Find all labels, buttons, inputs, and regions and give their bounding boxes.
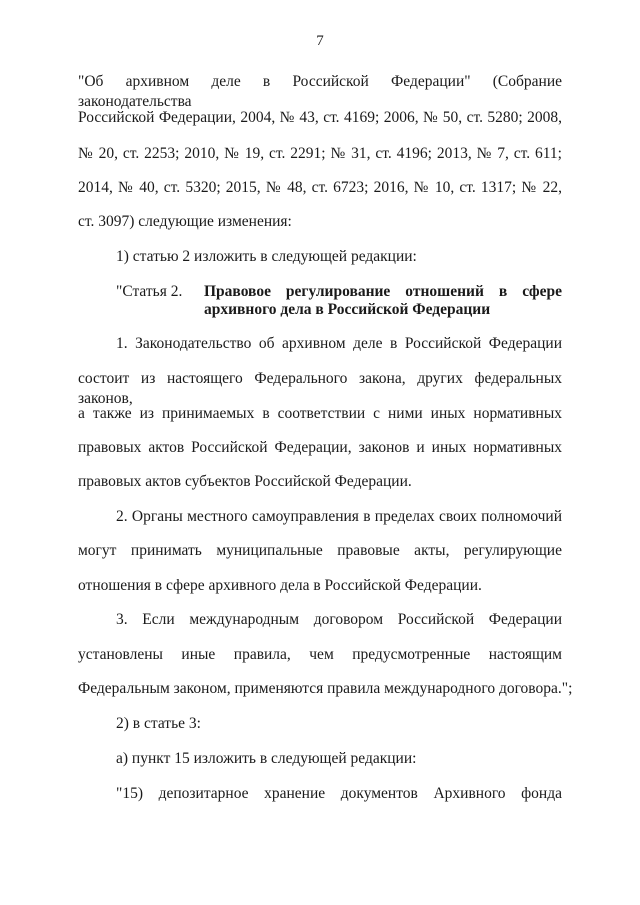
para3-line-2: установлены иные правила, чем предусмотренные настоящим [78,646,562,663]
para1-line-5: правовых актов субъектов Российской Федерации. [78,473,412,490]
article-title-line-1: Правовое регулирование отношений в сфере [204,283,562,300]
amendment-item-1: 1) статью 2 изложить в следующей редакции: [116,248,417,265]
page-number: 7 [316,33,324,49]
intro-line-2: Российской Федерации, 2004, № 43, ст. 4169; 2006, № 50, ст. 5280; 2008, [78,109,562,126]
para3-line-3: Федеральным законом, применяются правила международного договора."; [78,680,573,697]
intro-line-4: 2014, № 40, ст. 5320; 2015, № 48, ст. 6723; 2016, № 10, ст. 1317; № 22, [78,179,562,196]
para2-line-2: могут принимать муниципальные правовые акты, регулирующие [78,542,562,559]
para1-line-2: состоит из настоящего Федерального закона, других федеральных законов, [78,370,562,407]
para1-line-4: правовых актов Российской Федерации, законов и иных нормативных [78,439,562,456]
para1-line-1: 1. Законодательство об архивном деле в Российской Федерации [116,335,562,352]
para2-line-1: 2. Органы местного самоуправления в пределах своих полномочий [116,508,562,525]
para3-line-1: 3. Если международным договором Российской Федерации [116,611,562,628]
intro-line-3: № 20, ст. 2253; 2010, № 19, ст. 2291; № 31, ст. 4196; 2013, № 7, ст. 611; [78,145,562,162]
intro-line-5: ст. 3097) следующие изменения: [78,213,292,230]
article-label: "Статья 2. [116,283,183,300]
para2-line-3: отношения в сфере архивного дела в Российской Федерации. [78,577,482,594]
amendment-item-2a: а) пункт 15 изложить в следующей редакции: [116,750,417,767]
amendment-item-2: 2) в статье 3: [116,715,201,732]
article-title-line-2: архивного дела в Российской Федерации [204,301,491,318]
intro-line-1: "Об архивном деле в Российской Федерации" (Собрание законодательства [78,73,562,110]
para1-line-3: а также из принимаемых в соответствии с ними иных нормативных [78,405,562,422]
clause-15-line-1: "15) депозитарное хранение документов Архивного фонда [116,785,562,802]
